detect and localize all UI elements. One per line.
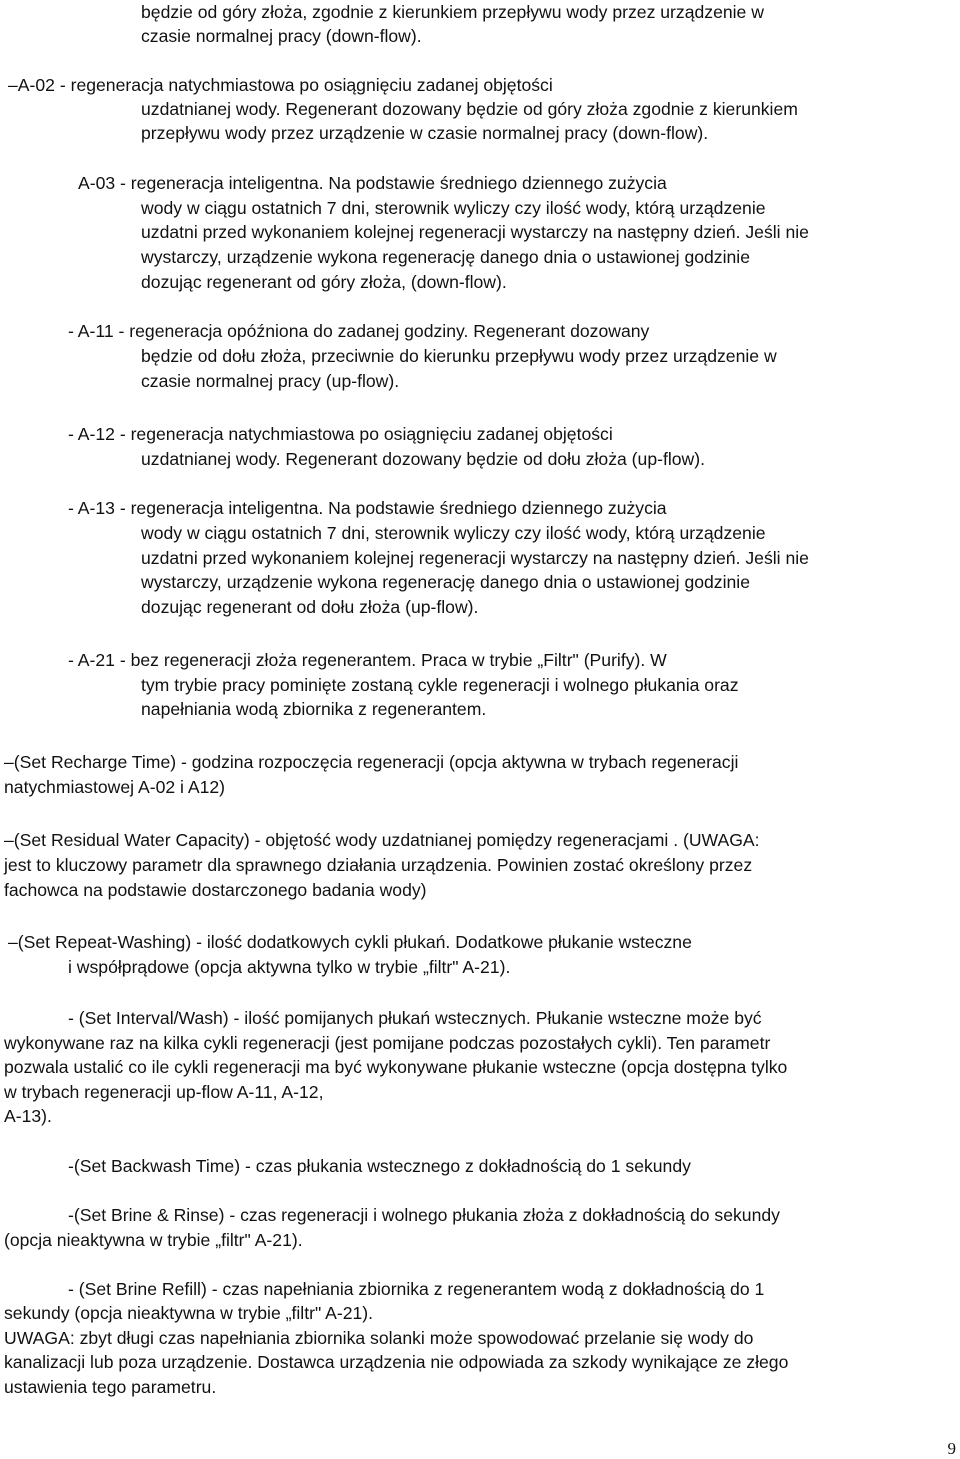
text-line: czasie normalnej pracy (up-flow). [141,371,400,391]
text-line: –(Set Recharge Time) - godzina rozpoczęcia regeneracji (opcja aktywna w trybach regeneracji [4,752,739,772]
text-line: tym trybie pracy pominięte zostaną cykle regeneracji i wolnego płukania oraz [141,675,739,695]
text-line: uzdatnianej wody. Regenerant dozowany będzie od góry złoża zgodnie z kierunkiem [141,99,798,119]
text-line: czasie normalnej pracy (down-flow). [141,26,422,46]
text-line: będzie od dołu złoża, przeciwnie do kierunku przepływu wody przez urządzenie w [141,346,777,366]
text-line: uzdatni przed wykonaniem kolejnej regeneracji wystarczy na następny dzień. Jeśli nie [141,548,809,568]
text-line: wystarczy, urządzenie wykona regenerację danego dnia o ustawionej godzinie [141,247,750,267]
text-line: wody w ciągu ostatnich 7 dni, sterownik wyliczy czy ilość wody, którą urządzenie [141,198,766,218]
text-line: - A-13 - regeneracja inteligentna. Na podstawie średniego dziennego zużycia [68,498,667,518]
text-line: pozwala ustalić co ile cykli regeneracji ma być wykonywane płukanie wsteczne (opcja dostępna tylko [4,1057,788,1077]
page-number: 9 [947,1439,956,1458]
text-line: - (Set Interval/Wash) - ilość pomijanych płukań wstecznych. Płukanie wsteczne może być [68,1008,762,1028]
text-line: sekundy (opcja nieaktywna w trybie „filtr" A-21). [4,1303,374,1323]
text-line: - A-11 - regeneracja opóźniona do zadanej godziny. Regenerant dozowany [68,321,650,341]
text-line: –A-02 - regeneracja natychmiastowa po osiągnięciu zadanej objętości [8,75,553,95]
text-line: - A-12 - regeneracja natychmiastowa po osiągnięciu zadanej objętości [68,424,613,444]
text-line: fachowca na podstawie dostarczonego badania wody) [4,880,427,900]
text-line: UWAGA: zbyt długi czas napełniania zbiornika solanki może spowodować przelanie się wody do [4,1328,754,1348]
text-line: będzie od góry złoża, zgodnie z kierunkiem przepływu wody przez urządzenie w [141,2,764,22]
text-line: dozując regenerant od góry złoża, (down-flow). [141,272,507,292]
text-line: przepływu wody przez urządzenie w czasie normalnej pracy (down-flow). [141,123,709,143]
text-line: (opcja nieaktywna w trybie „filtr" A-21). [4,1230,303,1250]
text-line: napełniania wodą zbiornika z regenerantem. [141,699,487,719]
text-line: kanalizacji lub poza urządzenie. Dostawca urządzenia nie odpowiada za szkody wynikające ze złego [4,1352,789,1372]
text-line: uzdatni przed wykonaniem kolejnej regeneracji wystarczy na następny dzień. Jeśli nie [141,222,809,242]
text-line: jest to kluczowy parametr dla sprawnego działania urządzenia. Powinien zostać określony przez [4,855,753,875]
text-line: dozując regenerant od dołu złoża (up-flow). [141,597,479,617]
text-line: –(Set Residual Water Capacity) - objętość wody uzdatnianej pomiędzy regeneracjami . (UWAGA: [4,830,760,850]
text-line: - (Set Brine Refill) - czas napełniania zbiornika z regenerantem wodą z dokładnością do 1 [68,1279,765,1299]
text-line: wykonywane raz na kilka cykli regeneracji (jest pomijane podczas pozostałych cykli). Ten parametr [4,1033,771,1053]
text-line: A-03 - regeneracja inteligentna. Na podstawie średniego dziennego zużycia [78,173,667,193]
text-line: –(Set Repeat-Washing) - ilość dodatkowych cykli płukań. Dodatkowe płukanie wsteczne [8,932,692,952]
text-line: -(Set Brine & Rinse) - czas regeneracji i wolnego płukania złoża z dokładnością do sekundy [68,1205,780,1225]
text-line: wystarczy, urządzenie wykona regenerację danego dnia o ustawionej godzinie [141,572,750,592]
text-line: -(Set Backwash Time) - czas płukania wstecznego z dokładnością do 1 sekundy [68,1156,691,1176]
text-line: natychmiastowej A-02 i A12) [4,777,226,797]
text-line: i współprądowe (opcja aktywna tylko w trybie „filtr" A-21). [68,957,511,977]
text-line: ustawienia tego parametru. [4,1377,217,1397]
text-line: wody w ciągu ostatnich 7 dni, sterownik wyliczy czy ilość wody, którą urządzenie [141,523,766,543]
text-line: A-13). [4,1106,52,1126]
text-line: - A-21 - bez regeneracji złoża regenerantem. Praca w trybie „Filtr" (Purify). W [68,650,667,670]
text-line: w trybach regeneracji up-flow A-11, A-12, [4,1082,324,1102]
text-line: uzdatnianej wody. Regenerant dozowany będzie od dołu złoża (up-flow). [141,449,705,469]
